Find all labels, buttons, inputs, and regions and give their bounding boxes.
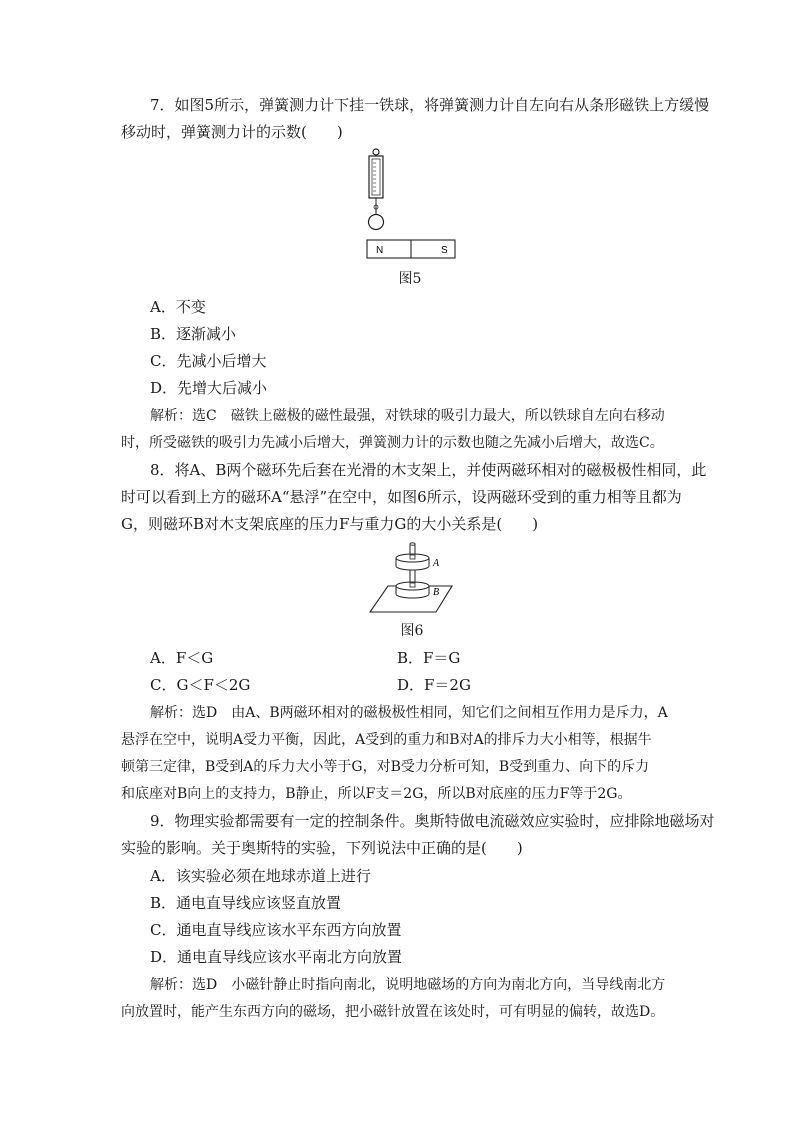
q7-analysis-line-2: 时，所受磁铁的吸引力先减小后增大，弹簧测力计的示数也随之先减小后增大，故选C。 xyxy=(121,435,664,451)
q7-stem-line-1: 7．如图5所示，弹簧测力计下挂一铁球，将弹簧测力计自左向右从条形磁铁上方缓慢 xyxy=(150,96,710,114)
figure-5-caption: 图5 xyxy=(398,271,422,287)
q9-analysis-line-2: 向放置时，能产生东西方向的磁场，把小磁针放置在该处时，可有明显的偏转，故选D。 xyxy=(121,1004,665,1020)
q9-option-a: A．该实验必须在地球赤道上进行 xyxy=(150,867,371,885)
ring-a-label: A xyxy=(433,558,440,569)
ring-b xyxy=(396,582,429,598)
figure-5-spring-scale xyxy=(360,148,460,264)
q7-analysis-line-1: 解析：选C 磁铁上磁极的磁性最强，对铁球的吸引力最大，所以铁球自左向右移动 xyxy=(150,408,665,424)
q8-analysis-line-2: 悬浮在空中，说明A受力平衡，因此，A受到的重力和B对A的排斥力大小相等，根据牛 xyxy=(121,732,652,748)
magnet-south-label: S xyxy=(441,245,448,256)
q8-stem-line-3: G，则磁环B对木支架底座的压力F与重力G的大小关系是( ) xyxy=(121,515,539,533)
q8-analysis-line-3: 顿第三定律，B受到A的斥力大小等于G，对B受力分析可知，B受到重力、向下的斥力 xyxy=(121,759,650,775)
ring-a xyxy=(396,554,429,570)
q8-option-c: C．G＜F＜2G xyxy=(150,676,251,694)
q9-option-c: C．通电直导线应该水平东西方向放置 xyxy=(150,921,402,939)
iron-ball xyxy=(369,215,384,230)
scale-body xyxy=(369,156,383,198)
q8-stem-line-1: 8．将A、B两个磁环先后套在光滑的木支架上，并使两磁环相对的磁极极性相同，此 xyxy=(150,461,707,479)
q9-stem-line-1: 9．物理实验都需要有一定的控制条件。奥斯特做电流磁效应实验时，应排除地磁场对 xyxy=(150,812,715,830)
q7-option-d: D．先增大后减小 xyxy=(150,379,268,397)
q8-analysis-line-4: 和底座对B向上的支持力，B静止，所以F支＝2G，所以B对底座的压力F等于2G。 xyxy=(121,786,632,802)
q8-analysis-line-1: 解析：选D 由A、B两磁环相对的磁极极性相同，知它们之间相互作用力是斥力，A xyxy=(150,705,668,721)
scale-hook-ring xyxy=(373,149,379,155)
figure-6-magnet-rings xyxy=(366,538,458,618)
q7-option-c: C．先减小后增大 xyxy=(150,352,267,370)
q7-stem-line-2: 移动时，弹簧测力计的示数( ) xyxy=(121,123,343,141)
q9-analysis-line-1: 解析：选D 小磁针静止时指向南北，说明地磁场的方向为南北方向，当导线南北方 xyxy=(150,977,666,993)
q8-option-d: D．F＝2G xyxy=(397,676,471,694)
q8-option-a: A．F＜G xyxy=(150,649,214,667)
q7-option-a: A．不变 xyxy=(150,298,206,316)
q9-option-b: B．通电直导线应该竖直放置 xyxy=(150,894,342,912)
figure-6-caption: 图6 xyxy=(400,623,424,639)
q9-stem-line-2: 实验的影响。关于奥斯特的实验，下列说法中正确的是( ) xyxy=(121,839,523,857)
magnet-north-label: N xyxy=(376,245,384,256)
q8-stem-line-2: 时可以看到上方的磁环A“悬浮”在空中，如图6所示，设两磁环受到的重力相等且都为 xyxy=(121,488,682,506)
q9-option-d: D．通电直导线应该水平南北方向放置 xyxy=(150,948,403,966)
q8-option-b: B．F＝G xyxy=(397,649,461,667)
q7-option-b: B．逐渐减小 xyxy=(150,325,237,343)
ring-b-label: B xyxy=(433,587,440,598)
